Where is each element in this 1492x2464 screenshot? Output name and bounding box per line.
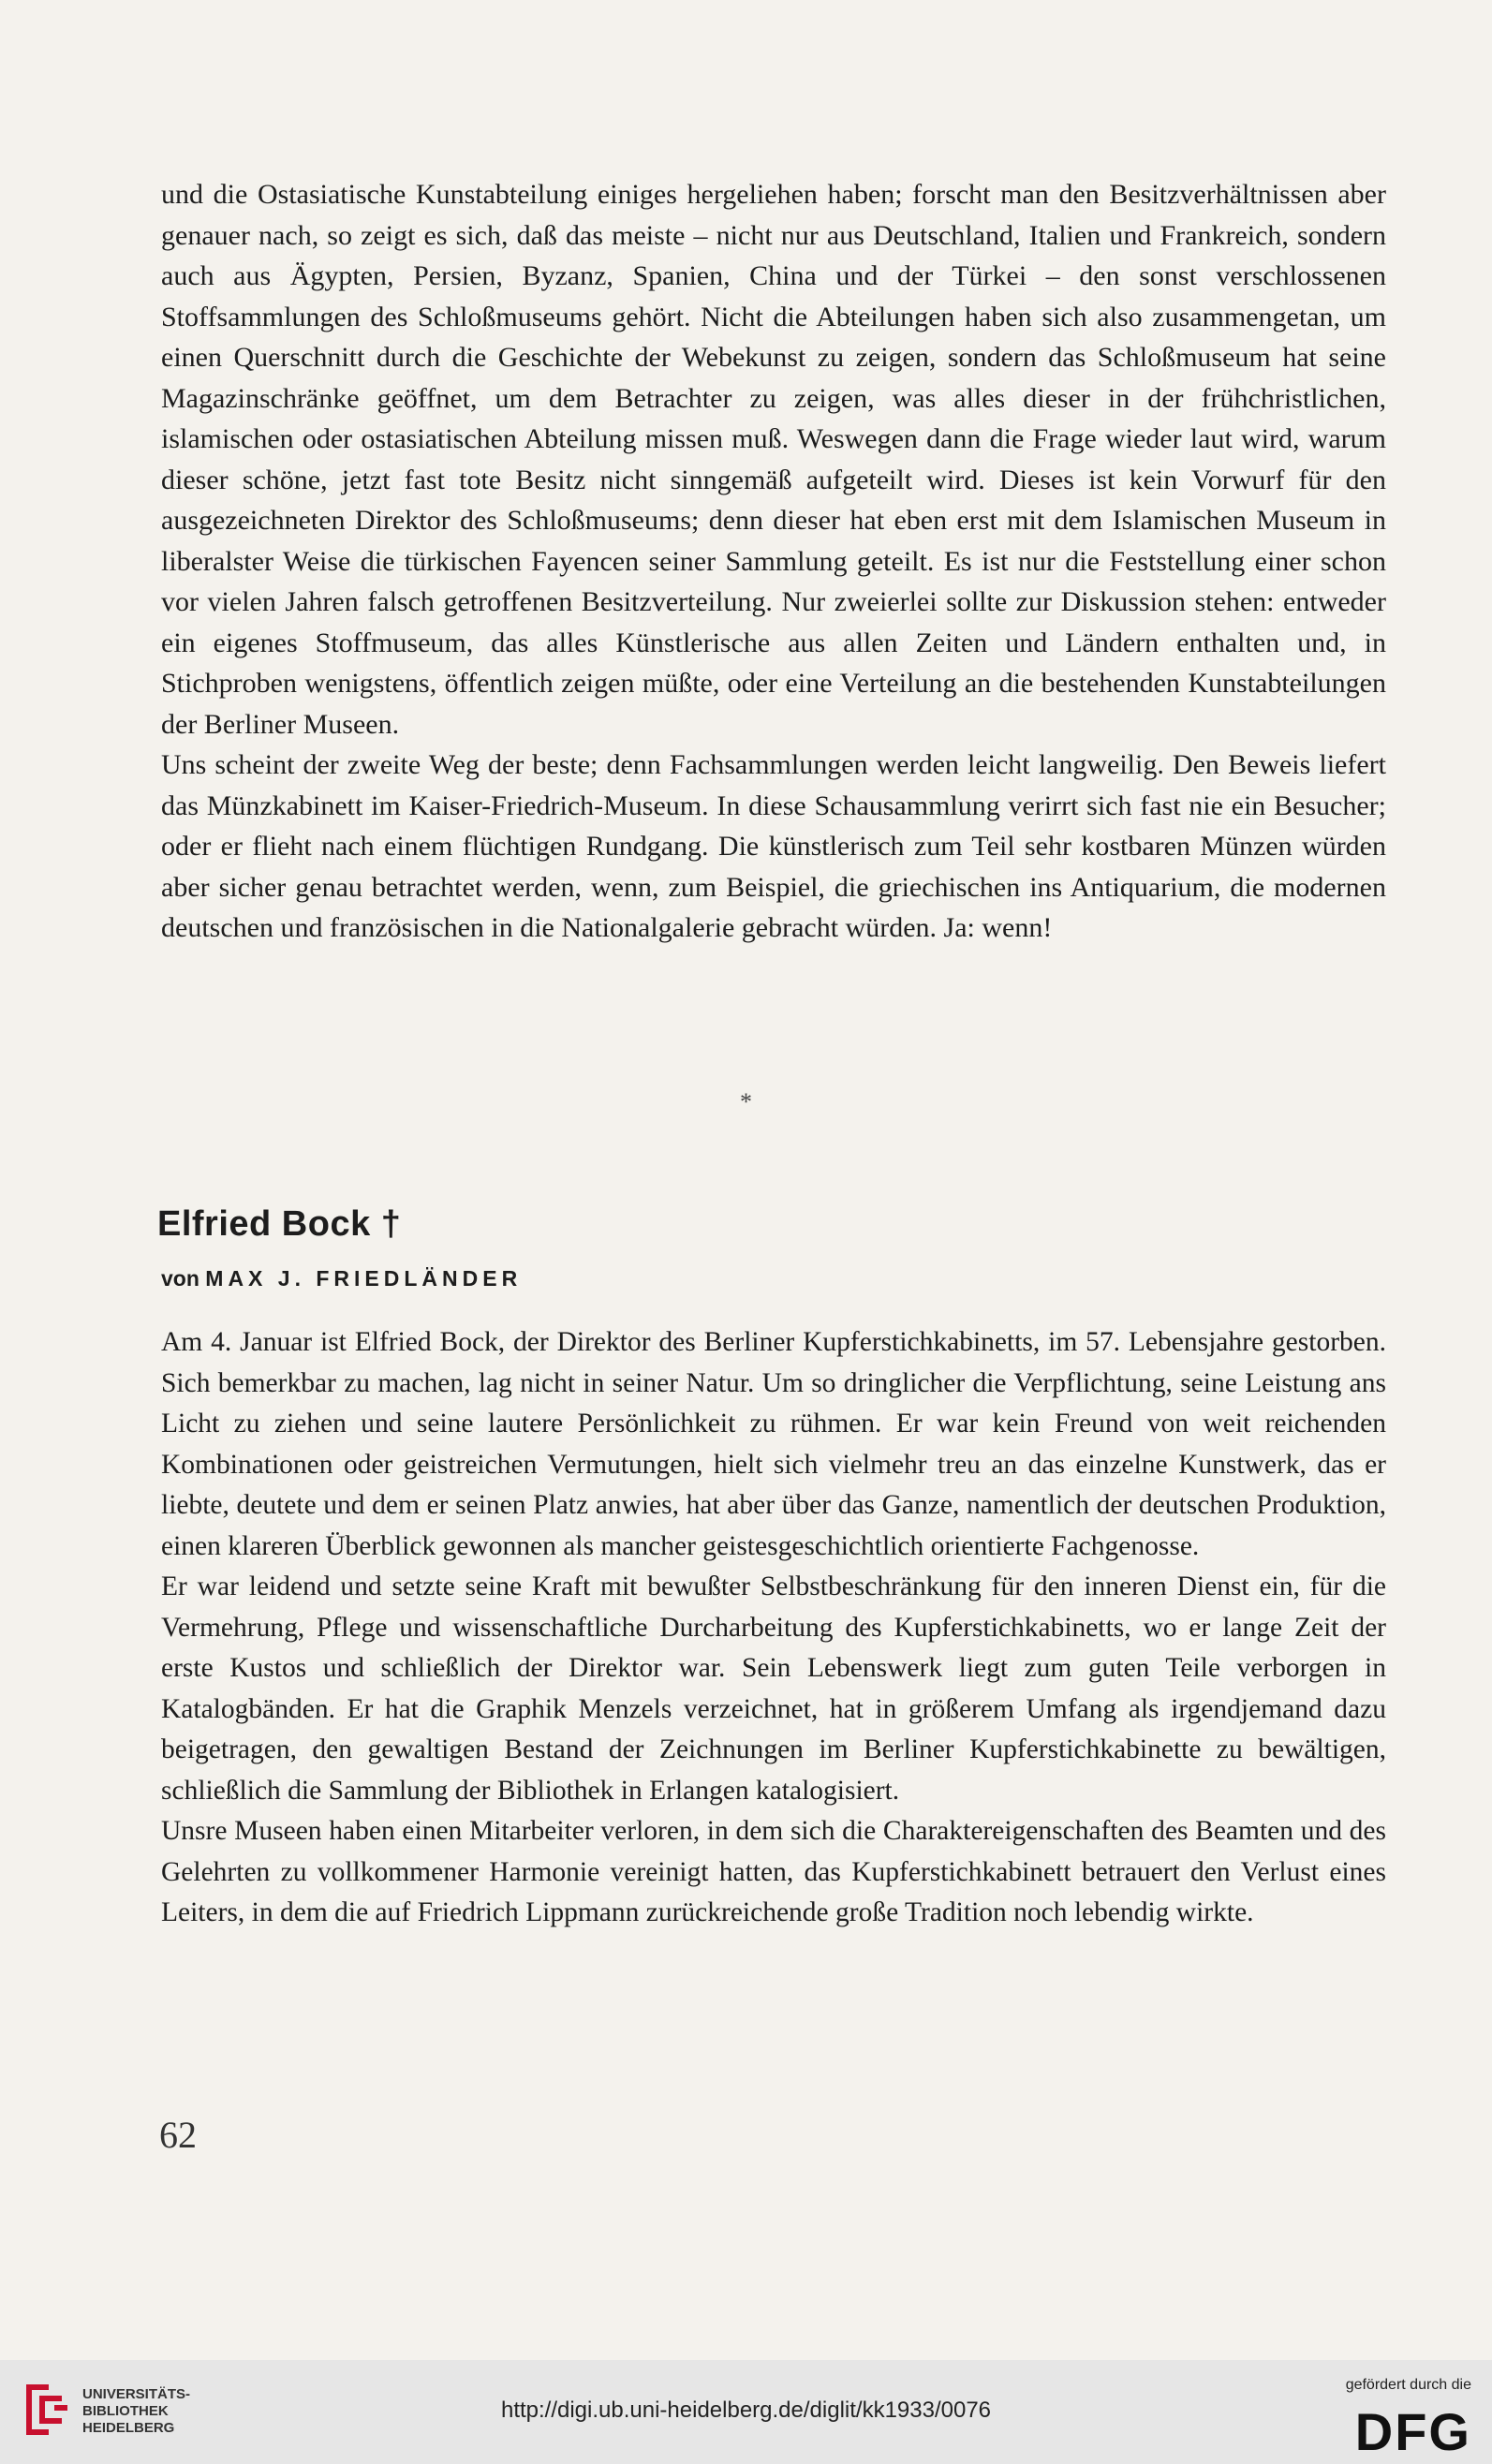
- article-body: [161, 1322, 1386, 1934]
- paragraph: Er war leidend und setzte seine Kraft mit bewußter Selbstbeschränkung für den inneren Dienst ein, für die Vermehrung, Pflege und wissenschaftliche Durcharbeitung des Kupferstichkabinetts, wo er lange Zeit der erste Kustos und schließlich der Direktor war. Sein Lebenswerk liegt zum guten Teile verborgen in Katalogbänden. Er hat die Graphik Menzels verzeichnet, hat in größerem Umfang als irgendjemand dazu beigetragen, den gewaltigen Bestand der Zeichnungen im Berliner Kupferstichkabinette zu bewältigen, schließlich die Sammlung der Bibliothek in Erlangen katalogisiert.: [161, 1571, 1386, 1806]
- byline: [161, 1266, 522, 1291]
- footer-bar: [0, 2360, 1492, 2464]
- source-url-link[interactable]: http://digi.ub.uni-heidelberg.de/diglit/kk1933/0076: [500, 2398, 992, 2423]
- section-separator: *: [740, 1088, 752, 1115]
- library-name-line: BIBLIOTHEK: [82, 2403, 169, 2419]
- paragraph: Am 4. Januar ist Elfried Bock, der Direktor des Berliner Kupferstichkabinetts, im 57. Lebensjahre gestorben. Sich bemerkbar zu machen, lag nicht in seiner Natur. Um so dringlicher die Verpflichtung, seine Leistung ans Licht zu ziehen und seine lautere Persönlichkeit zu rühmen. Er war kein Freund von weit reichenden Kombinationen oder geistreichen Vermutungen, hielt sich vielmehr treu an das einzelne Kunstwerk, das er liebte, deutete und dem er seinen Platz anwies, hat aber über das Ganze, namentlich der deutschen Produktion, einen klareren Überblick gewonnen als mancher geistesgeschichtlich orientierte Fachgenosse.: [161, 1327, 1386, 1561]
- byline-prefix: von: [161, 1266, 199, 1291]
- library-name-line: HEIDELBERG: [82, 2420, 175, 2436]
- paragraph: Unsre Museen haben einen Mitarbeiter verloren, in dem sich die Charaktereigenschaften des Beamten und des Gelehrten zu vollkommener Harmonie vereinigt hatten, das Kupferstichkabinett betrauert den Verlust eines Leiters, in dem die auf Friedrich Lippmann zurückreichende große Tradition noch lebendig wirkte.: [161, 1816, 1386, 1927]
- funding-note: gefördert durch die: [1345, 2377, 1471, 2393]
- page-number: 62: [159, 2114, 197, 2156]
- top-text-block: [161, 174, 1386, 949]
- paragraph: Uns scheint der zweite Weg der beste; denn Fachsammlungen werden leicht langweilig. Den Beweis liefert das Münzkabinett im Kaiser-Friedrich-Museum. In diese Schausammlung verirrt sich fast nie ein Besucher; oder er flieht nach einem flüchtigen Rundgang. Die künstlerisch zum Teil sehr kostbaren Münzen würden aber sicher genau betrachtet werden, wenn, zum Beispiel, die griechischen ins Antiquarium, die modernen deutschen und französischen in die Nationalgalerie gebracht würden. Ja: wenn!: [161, 749, 1386, 943]
- dfg-logo: DFG: [1354, 2402, 1471, 2461]
- article-title: Elfried Bock †: [157, 1204, 402, 1244]
- library-name-line: UNIVERSITÄTS-: [82, 2386, 191, 2402]
- paragraph: und die Ostasiatische Kunstabteilung einiges hergeliehen haben; forscht man den Besitzverhältnissen aber genauer nach, so zeigt es sich, daß das meiste – nicht nur aus Deutschland, Italien und Frankreich, sondern auch aus Ägypten, Persien, Byzanz, Spanien, China und der Türkei – den sonst verschlossenen Stoffsammlungen des Schloßmuseums gehört. Nicht die Abteilungen haben sich also zusammengetan, um einen Querschnitt durch die Geschichte der Webekunst zu zeigen, sondern das Schloßmuseum hat seine Magazinschränke geöffnet, um dem Betrachter zu zeigen, was alles dieser in der frühchristlichen, islamischen oder ostasiatischen Abteilung missen muß. Weswegen dann die Frage wieder laut wird, warum dieser schöne, jetzt fast tote Besitz nicht sinngemäß aufgeteilt wird. Dieses ist kein Vorwurf für den ausgezeichneten Direktor des Schloßmuseums; denn dieser hat eben erst mit dem Islamischen Museum in liberalster Weise die türkischen Fayencen seiner Sammlung geteilt. Es ist nur die Feststellung einer schon vor vielen Jahren falsch getroffenen Besitzverteilung. Nur zweierlei sollte zur Diskussion stehen: entweder ein eigenes Stoffmuseum, das alles Künstlerische aus allen Zeiten und Ländern enthalten und, in Stichproben wenigstens, öffentlich zeigen müßte, oder eine Verteilung an die bestehenden Kunstabteilungen der Berliner Museen.: [161, 179, 1386, 740]
- author-name: MAX J. FRIEDLÄNDER: [205, 1266, 523, 1291]
